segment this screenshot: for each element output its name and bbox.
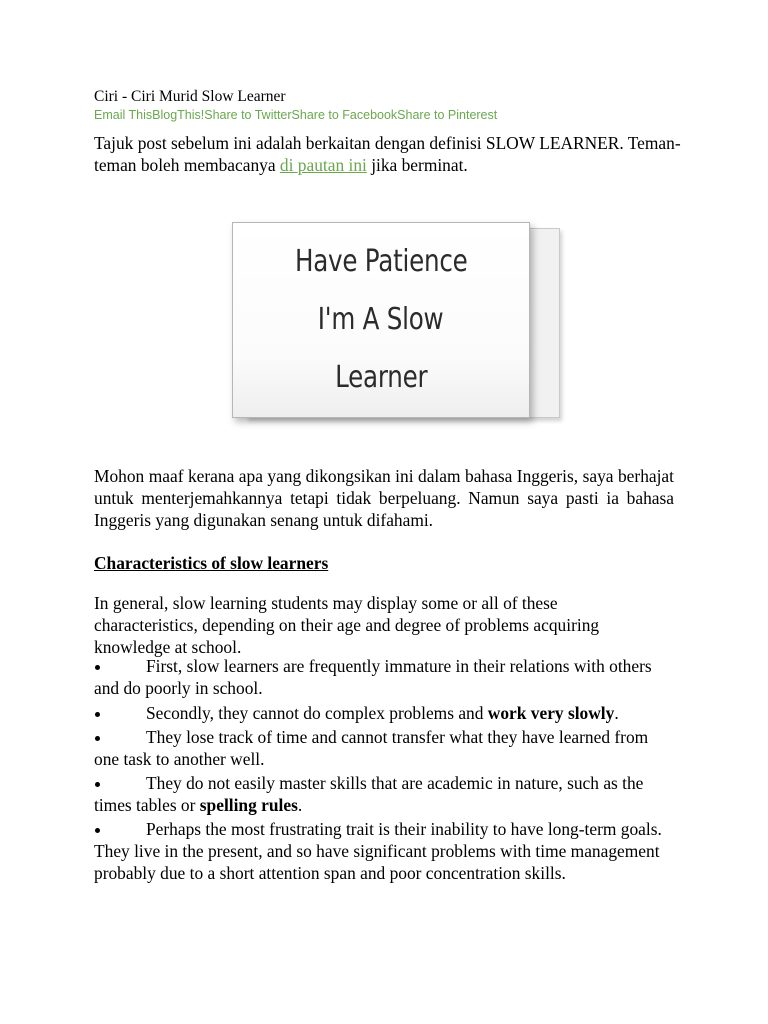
previous-post-link[interactable]: di pautan ini — [279, 155, 367, 175]
share-links — [94, 108, 497, 123]
apology-paragraph: Mohon maaf kerana apa yang dikongsikan ini dalam bahasa Inggeris, saya berhajat untuk menterjemahkannya tetapi tidak berpeluang. Namun saya pasti ia bahasa Inggeris yang digunakan senang untuk difahami. — [94, 466, 674, 530]
share-twitter-link[interactable]: Share to Twitter — [204, 108, 292, 122]
bullet-dot — [95, 665, 100, 670]
intro-text: Tajuk post sebelum ini adalah berkaitan dengan definisi SLOW LEARNER. Teman-teman boleh membacanya — [94, 133, 681, 175]
list-item — [94, 772, 674, 816]
patience-card — [232, 222, 530, 418]
share-email-link[interactable]: Email This — [94, 108, 153, 122]
share-pinterest-link[interactable]: Share to Pinterest — [397, 108, 498, 122]
slow-learner-image — [232, 222, 562, 422]
bullet-text: Secondly, they cannot do complex problems and — [146, 703, 488, 723]
bullet-dot — [95, 712, 100, 717]
card-line-2: I'm A Slow — [318, 302, 444, 337]
share-blogthis-link[interactable]: BlogThis! — [152, 108, 205, 122]
bullet-bold: spelling rules — [199, 795, 298, 815]
section-heading: Characteristics of slow learners — [94, 553, 329, 573]
bullet-text-end: . — [614, 703, 619, 723]
bullet-dot — [95, 828, 100, 833]
card-line-1: Have Patience — [294, 244, 468, 279]
bullet-bold: work very slowly — [487, 703, 615, 723]
list-item — [94, 655, 674, 699]
share-facebook-link[interactable]: Share to Facebook — [291, 108, 398, 122]
intro-paragraph — [94, 132, 694, 176]
bullet-text: They do not easily master skills that are academic in nature, such as the times tables or — [94, 773, 644, 815]
post-title: Ciri - Ciri Murid Slow Learner — [94, 88, 286, 105]
intro-text-end: jika berminat. — [366, 155, 468, 175]
bullet-dot — [95, 736, 100, 741]
bullet-text: They lose track of time and cannot transfer what they have learned from one task to another well. — [94, 727, 649, 769]
list-item — [94, 726, 674, 770]
bullet-text: First, slow learners are frequently immature in their relations with others and do poorly in school. — [94, 656, 652, 698]
list-item — [94, 818, 674, 884]
bullet-text-end: . — [297, 795, 303, 815]
list-item — [94, 702, 674, 724]
section-intro: In general, slow learning students may display some or all of these characteristics, depending on their age and degree of problems acquiring knowledge at school. — [94, 593, 600, 657]
card-line-3: Learner — [334, 360, 428, 395]
bullet-text: Perhaps the most frustrating trait is their inability to have long-term goals. They live in the present, and so have significant problems with time management probably due to a short attention span and poor concentration skills. — [94, 819, 662, 883]
bullet-dot — [95, 782, 100, 787]
